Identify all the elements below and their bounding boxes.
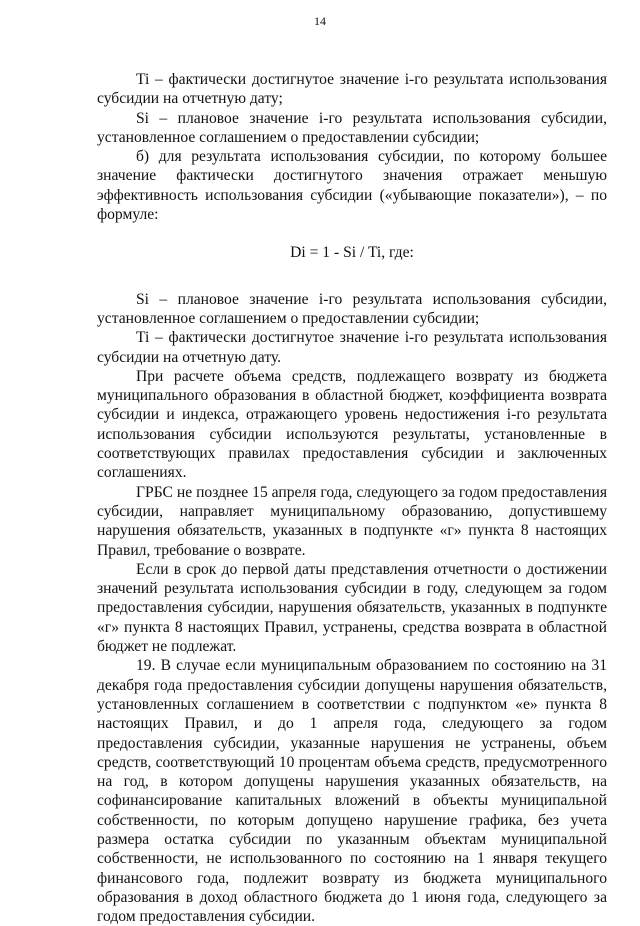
paragraph-grbs: ГРБС не позднее 15 апреля года, следующего за годом предоставления субсидии, направляет муниципальному образованию, допустившему нарушения обязательств, указанных в подпункте «г» пункта 8 настоящих Правил, требование о возврате.: [97, 483, 607, 559]
paragraph-si-definition-2: Si – плановое значение i-го результата использования субсидии, установленное соглашением о предоставлении субсидии;: [97, 290, 607, 327]
formula: Di = 1 - Si / Ti, где:: [290, 244, 414, 262]
document-body: [97, 70, 607, 926]
paragraph-subitem-b: б) для результата использования субсидии, по которому большее значение фактически достигнутого значения отражает меньшую эффективность использования субсидии («убывающие показатели»), – по формуле:: [97, 148, 607, 224]
paragraph-item-19: 19. В случае если муниципальным образованием по состоянию на 31 декабря года предоставления субсидии допущены нарушения обязательств, установленных соглашением в соответствии с подпунктом «е» пункта 8 настоящих Правил, и до 1 апреля года, следующего за годом предоставления субсидии, указанные нарушения не устранены, объем средств, соответствующий 10 процентам объема средств, предусмотренного на год, в котором допущены нарушения указанных обязательств, на софинансирование капитальных вложений в объекты муниципальной собственности, по которым допущено нарушение графика, без учета размера остатка субсидии по указанным объектам муниципальной собственности, не использованного по состоянию на 1 января текущего финансового года, подлежит возврату из бюджета муниципального образования в доход областного бюджета до 1 июня года, следующего за годом предоставления субсидии.: [97, 657, 607, 926]
paragraph-si-definition: Si – плановое значение i-го результата использования субсидии, установленное соглашением о предоставлении субсидии;: [97, 109, 607, 146]
paragraph-ti-definition: Ti – фактически достигнутое значение i-го результата использования субсидии на отчетную дату;: [97, 71, 607, 108]
paragraph-ti-definition-2: Ti – фактически достигнутое значение i-го результата использования субсидии на отчетную дату.: [97, 329, 607, 366]
page-number: 14: [314, 14, 326, 28]
paragraph-calculation: При расчете объема средств, подлежащего возврату из бюджета муниципального образования в областной бюджет, коэффициента возврата субсидии и индекса, отражающего уровень недостижения i-го результата использования субсидии используются результаты, установленные в соответствующих правилах предоставления субсидии и заключенных соглашениях.: [97, 367, 607, 482]
paragraph-reporting-deadline: Если в срок до первой даты представления отчетности о достижении значений результата использования субсидии в году, следующем за годом предоставления субсидии, нарушения обязательств, указанных в подпункте «г» пункта 8 настоящих Правил, устранены, средства возврата в областной бюджет не подлежат.: [97, 560, 607, 656]
